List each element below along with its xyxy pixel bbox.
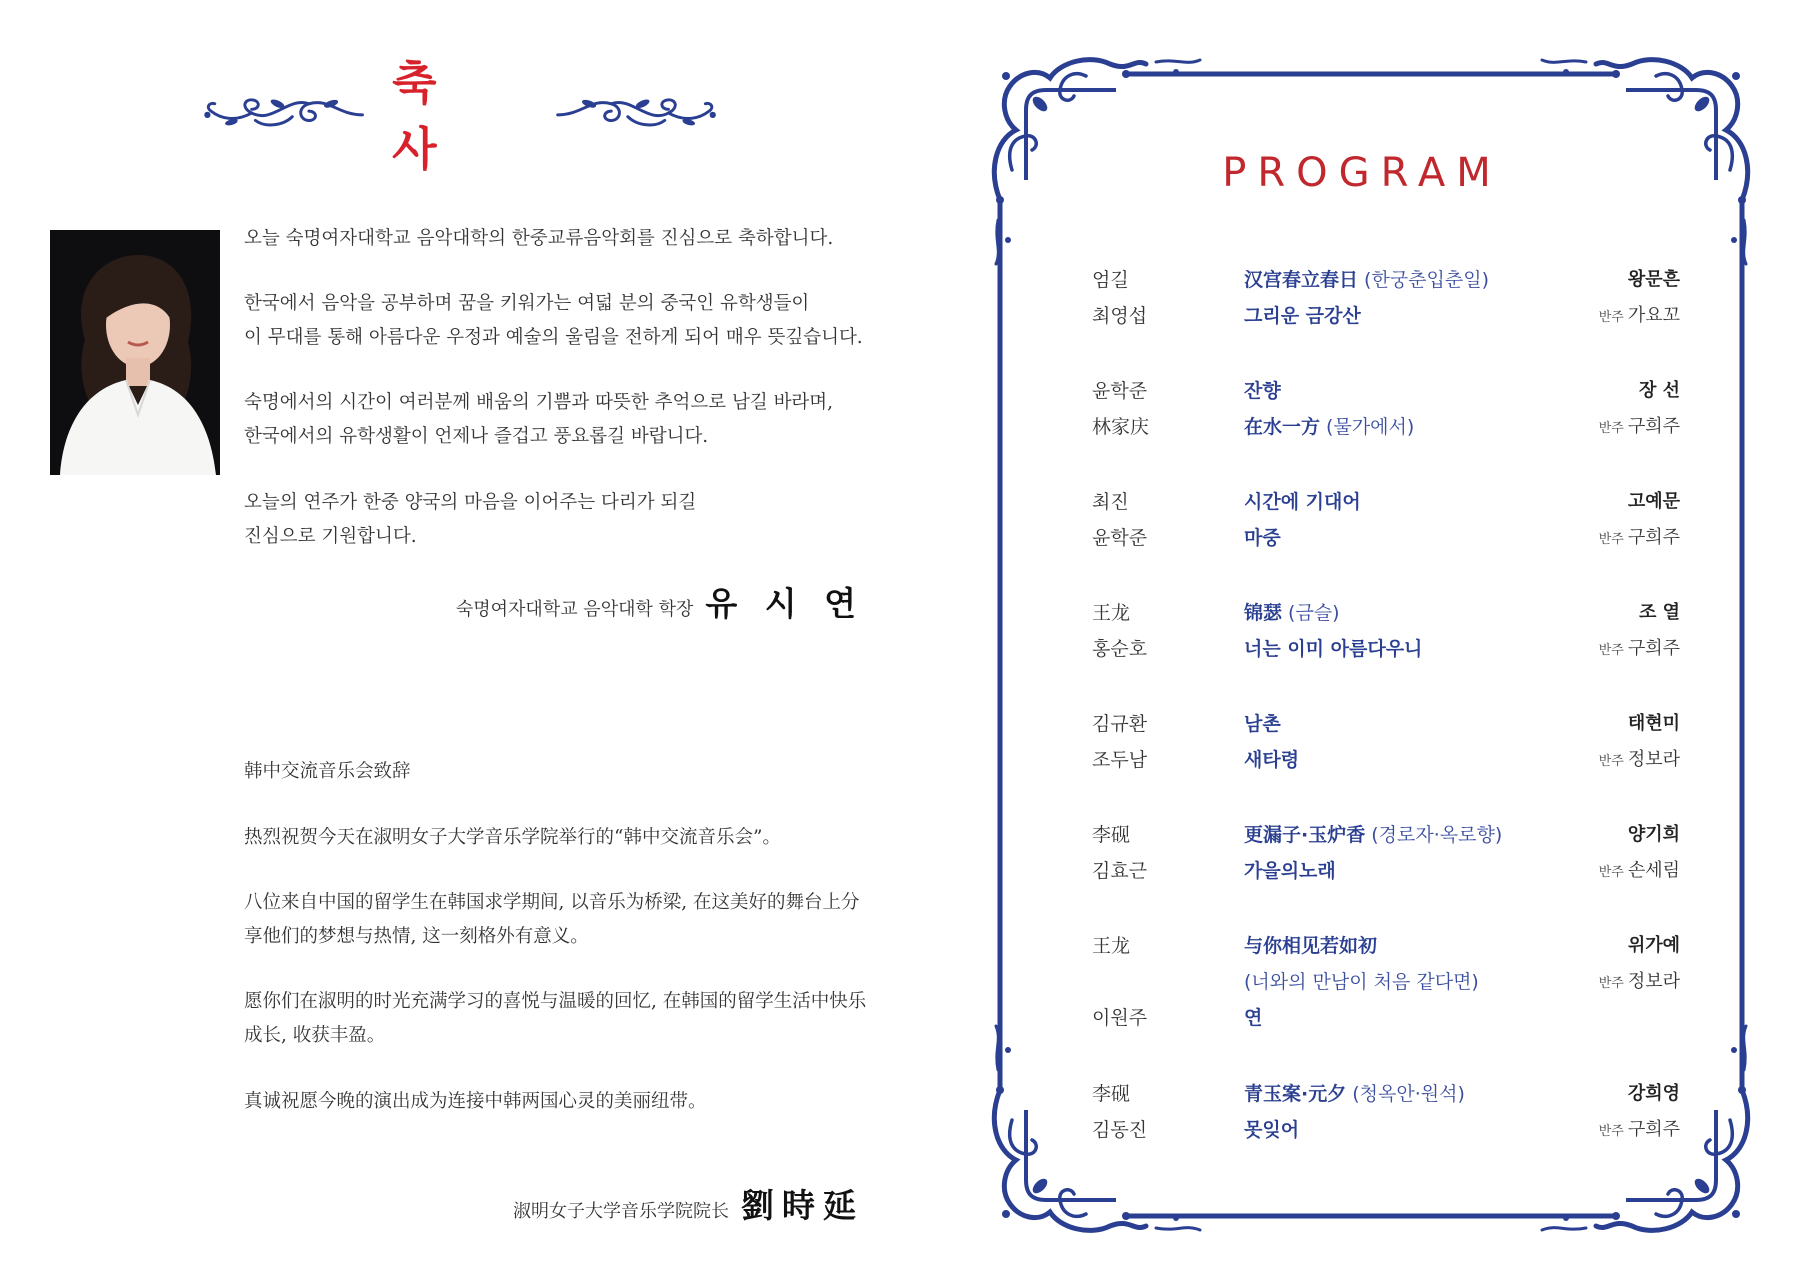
program-row: [908, 595, 1816, 631]
accompanist-name: 손세림: [1627, 860, 1680, 881]
piece-subtitle: (물가에서): [1320, 416, 1415, 438]
performer-name: 윤학준: [1092, 380, 1148, 402]
piece-title: [1244, 631, 1422, 667]
accompanist-credit: [1599, 631, 1680, 669]
chinese-line: 热烈祝贺今天在淑明女子大学音乐学院举行的“韩中交流音乐会”。: [244, 827, 781, 848]
korean-paragraph-2: [244, 287, 864, 355]
accompanist-name: 정보라: [1627, 971, 1680, 992]
left-flourish-icon: [200, 91, 366, 135]
right-flourish-icon: [554, 91, 720, 135]
piece-title: [1244, 706, 1281, 742]
performer-name: 李砚: [1092, 1083, 1131, 1105]
piece-main-title: 시간에 기대어: [1244, 491, 1361, 513]
signature-name: 劉時延: [741, 1186, 864, 1225]
korean-line: 숙명에서의 시간이 여러분께 배움의 기쁨과 따뜻한 추억으로 남길 바라며,: [244, 392, 834, 413]
chinese-signature: [513, 1180, 864, 1227]
piece-title: [1244, 262, 1489, 298]
accompanist-credit: [1599, 409, 1680, 447]
piece-subtitle: (금슬): [1282, 602, 1340, 624]
accompanist-name: 구희주: [1627, 416, 1680, 437]
piece-main-title: 너는 이미 아름다우니: [1244, 638, 1423, 660]
program-row: [908, 742, 1816, 778]
piece-main-title: 在水一方: [1244, 416, 1321, 438]
chinese-line: 愿你们在淑明的时光充满学习的喜悦与温暖的回忆, 在韩国的留学生活中快乐: [244, 991, 867, 1012]
program-page: [908, 0, 1816, 1280]
accompanist-credit: [1599, 1112, 1680, 1150]
accompanist-credit: [1599, 298, 1680, 336]
piece-main-title: 못잊어: [1244, 1119, 1300, 1141]
korean-line: 오늘 숙명여자대학교 음악대학의 한중교류음악회를 진심으로 축하합니다.: [244, 228, 834, 249]
performer-name: 엄길: [1092, 269, 1129, 291]
accompanist-label: 반주: [1598, 976, 1624, 991]
program-row: [908, 484, 1816, 520]
accompanist-label: 반주: [1598, 1124, 1624, 1139]
korean-paragraph-3: [244, 386, 864, 454]
composer-name: 강희영: [1627, 1083, 1680, 1104]
program-row: [908, 853, 1816, 889]
piece-main-title: 青玉案·元夕: [1244, 1083, 1347, 1105]
accompanist-credit: [1599, 742, 1680, 780]
composer-name: 양기희: [1627, 824, 1680, 845]
piece-main-title: 锦瑟: [1244, 602, 1283, 624]
composer-name: 고예문: [1627, 491, 1680, 512]
korean-paragraph-1: [244, 222, 864, 256]
piece-main-title: 更漏子·玉炉香: [1244, 824, 1366, 846]
program-title: PROGRAM: [1222, 150, 1502, 196]
chinese-line: 真诚祝愿今晚的演出成为连接中韩两国心灵的美丽纽带。: [244, 1091, 707, 1112]
greeting-title: 축 사: [392, 56, 459, 176]
chinese-line: 成长, 收获丰盈。: [244, 1025, 386, 1046]
performer-name: 홍순호: [1092, 638, 1148, 660]
piece-main-title: 与你相见若如初: [1244, 935, 1378, 957]
piece-title: [1244, 853, 1336, 889]
korean-line: 한국에서의 유학생활이 언제나 즐겁고 풍요롭길 바랍니다.: [244, 426, 709, 447]
korean-line: 이 무대를 통해 아름다운 우정과 예술의 울림을 전하게 되어 매우 뜻깊습니다.: [244, 327, 863, 348]
korean-signature: [456, 578, 864, 625]
program-row: [908, 706, 1816, 742]
piece-main-title: 汉宫春立春日: [1244, 269, 1359, 291]
performer-name: 김동진: [1092, 1119, 1148, 1141]
performer-name: 王龙: [1092, 602, 1131, 624]
performer-name: 최진: [1092, 491, 1129, 513]
piece-subtitle: (경로자·옥로향): [1365, 824, 1503, 846]
composer-name: 태현미: [1627, 713, 1680, 734]
chinese-paragraph-4: [244, 1085, 864, 1119]
performer-name: 김효근: [1092, 860, 1148, 882]
piece-main-title: 새타령: [1244, 749, 1300, 771]
accompanist-label: 반주: [1598, 643, 1624, 658]
piece-main-title: 연: [1244, 1007, 1263, 1029]
dean-portrait: [50, 230, 220, 475]
accompanist-name: 구희주: [1627, 638, 1680, 659]
korean-paragraph-4: [244, 486, 864, 554]
chinese-line: 享他们的梦想与热情, 这一刻格外有意义。: [244, 926, 589, 947]
performer-name: 조두남: [1092, 749, 1148, 771]
accompanist-label: 반주: [1598, 532, 1624, 547]
piece-title: [1244, 964, 1479, 1000]
korean-line: 진심으로 기원합니다.: [244, 526, 417, 547]
accompanist-label: 반주: [1598, 754, 1624, 769]
signature-role: 숙명여자대학교 음악대학 학장: [455, 599, 694, 620]
accompanist-name: 정보라: [1627, 749, 1680, 770]
program-row: [908, 928, 1816, 964]
composer-name: 위가예: [1627, 935, 1680, 956]
piece-title: [1244, 298, 1361, 334]
piece-main-title: 그리운 금강산: [1244, 305, 1361, 327]
composer-name: 왕문흔: [1627, 269, 1680, 290]
accompanist-label: 반주: [1598, 421, 1624, 436]
performer-name: 윤학준: [1092, 527, 1148, 549]
signature-name: 유 시 연: [705, 584, 864, 623]
chinese-line: 八位来自中国的留学生在韩国求学期间, 以音乐为桥梁, 在这美好的舞台上分: [244, 892, 860, 913]
program-row: [908, 1000, 1816, 1036]
program-row: [908, 298, 1816, 334]
program-row: [908, 817, 1816, 853]
accompanist-credit: [1599, 964, 1680, 1002]
korean-line: 한국에서 음악을 공부하며 꿈을 키워가는 여덟 분의 중국인 유학생들이: [244, 293, 810, 314]
piece-title: [1244, 409, 1414, 445]
accompanist-credit: [1599, 520, 1680, 558]
piece-main-title: 가을의노래: [1244, 860, 1336, 882]
program-row: [908, 520, 1816, 556]
piece-subtitle: (한궁춘입춘일): [1358, 269, 1490, 291]
program-row: [908, 1112, 1816, 1148]
accompanist-name: 구희주: [1627, 1119, 1680, 1140]
piece-subtitle: (너와의 만남이 처음 같다면): [1244, 971, 1479, 993]
piece-title: [1244, 928, 1377, 964]
composer-name: 장 선: [1638, 380, 1680, 401]
piece-title: [1244, 595, 1340, 631]
accompanist-label: 반주: [1598, 865, 1624, 880]
piece-title: [1244, 742, 1299, 778]
piece-title: [1244, 1000, 1262, 1036]
program-row: [908, 373, 1816, 409]
korean-line: 오늘의 연주가 한중 양국의 마음을 이어주는 다리가 되길: [244, 492, 697, 513]
program-row: [908, 964, 1816, 1000]
greeting-title-row: [200, 56, 720, 176]
performer-name: 최영섭: [1092, 305, 1148, 327]
chinese-paragraph-2: [244, 886, 864, 954]
chinese-paragraph-1: [244, 821, 864, 855]
accompanist-name: 가요꼬: [1627, 305, 1680, 326]
piece-main-title: 잔향: [1244, 380, 1281, 402]
signature-role: 淑明女子大学音乐学院院长: [513, 1201, 729, 1222]
piece-title: [1244, 817, 1502, 853]
piece-title: [1244, 1112, 1299, 1148]
performer-name: 林家庆: [1092, 416, 1150, 438]
accompanist-credit: [1599, 853, 1680, 891]
performer-name: 김규환: [1092, 713, 1148, 735]
accompanist-label: 반주: [1598, 310, 1624, 325]
program-row: [908, 262, 1816, 298]
performer-name: 王龙: [1092, 935, 1131, 957]
piece-title: [1244, 484, 1361, 520]
performer-name: 이원주: [1092, 1007, 1148, 1029]
performer-name: 李砚: [1092, 824, 1131, 846]
composer-name: 조 열: [1638, 602, 1680, 623]
piece-title: [1244, 373, 1281, 409]
chinese-paragraph-3: [244, 985, 867, 1053]
piece-main-title: 남촌: [1244, 713, 1281, 735]
program-row: [908, 1076, 1816, 1112]
chinese-heading: [244, 755, 864, 789]
piece-subtitle: (청옥안·원석): [1346, 1083, 1465, 1105]
chinese-heading-text: 韩中交流音乐会致辞: [244, 761, 411, 782]
accompanist-name: 구희주: [1627, 527, 1680, 548]
piece-main-title: 마중: [1244, 527, 1281, 549]
piece-title: [1244, 520, 1281, 556]
program-row: [908, 631, 1816, 667]
piece-title: [1244, 1076, 1465, 1112]
program-row: [908, 409, 1816, 445]
